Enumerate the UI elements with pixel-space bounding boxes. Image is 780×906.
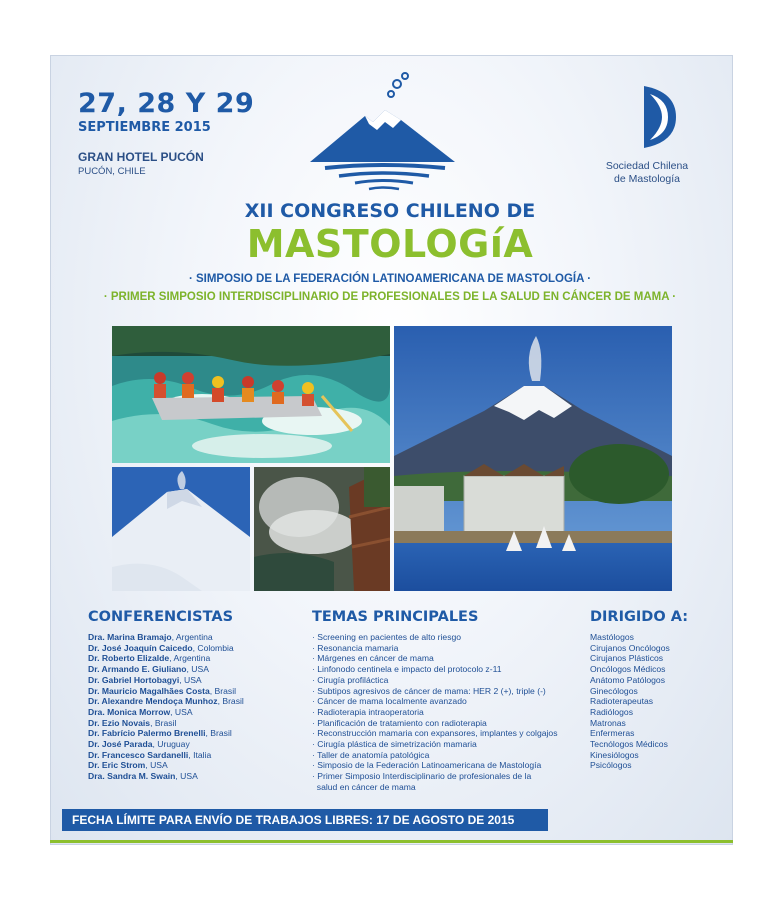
list-item <box>88 718 244 729</box>
list-item <box>88 653 244 664</box>
speakers-heading: CONFERENCISTAS <box>88 609 234 625</box>
list-item <box>88 686 244 697</box>
symposium-subtitle-1: · SIMPOSIO DE LA FEDERACIÓN LATINOAMERICANA DE MASTOLOGÍA · <box>188 273 592 285</box>
list-item: · Radioterapia intraoperatoria <box>312 706 424 717</box>
speaker-name: Dr. Mauricio Magalhães Costa <box>88 685 210 696</box>
volcano-logo-icon <box>305 70 460 192</box>
congress-title-line2: MASTOLOGíA <box>246 222 534 266</box>
list-item: Ginecólogos <box>590 685 638 696</box>
speaker-country: , Brasil <box>217 696 244 707</box>
event-city: PUCÓN, CHILE <box>78 166 146 177</box>
snowy-volcano-photo <box>112 467 250 591</box>
speaker-name: Dr. José Joaquín Caicedo <box>88 642 193 653</box>
list-item: · Linfonodo centinela e impacto del protocolo z-11 <box>312 664 502 675</box>
speaker-name: Dr. Armando E. Giuliano <box>88 664 187 675</box>
speaker-name: Dra. Marina Bramajo <box>88 632 172 642</box>
society-logo-icon <box>640 84 678 150</box>
society-name-line1: Sociedad Chilena <box>605 160 689 172</box>
speaker-country: , Brasil <box>209 685 237 696</box>
event-venue: GRAN HOTEL PUCÓN <box>78 150 204 164</box>
speaker-name: Dr. Ezio Novais <box>88 717 151 728</box>
speaker-country: , Colombia <box>192 642 234 653</box>
speaker-name: Dr. Alexandre Mendoça Munhoz <box>88 696 218 707</box>
list-item: · Primer Simposio Interdisciplinario de profesionales de la <box>312 771 532 782</box>
list-item <box>88 771 244 782</box>
list-item: Radiólogos <box>590 706 633 717</box>
symposium-subtitle-2: · PRIMER SIMPOSIO INTERDISCIPLINARIO DE PROFESIONALES DE LA SALUD EN CÁNCER DE MAMA · <box>103 291 677 303</box>
footer-divider <box>50 840 733 843</box>
speaker-name: Dr. Fabrício Palermo Brenelli <box>88 728 206 739</box>
list-item <box>88 675 244 686</box>
list-item: · Cirugía plástica de simetrización mamaria <box>312 739 477 750</box>
event-dates: 27, 28 Y 29 <box>78 88 255 119</box>
list-item <box>88 750 244 761</box>
list-item: · Reconstrucción mamaria con expansores, implantes y colgajos <box>312 728 558 739</box>
audience-list <box>590 632 670 771</box>
list-item <box>88 739 244 750</box>
list-item: · Subtipos agresivos de cáncer de mama: HER 2 (+), triple (-) <box>312 685 546 696</box>
list-item: Psicólogos <box>590 760 632 771</box>
rafting-photo <box>112 326 390 463</box>
speaker-country: , USA <box>170 706 193 717</box>
list-item <box>88 696 244 707</box>
list-item <box>88 760 244 771</box>
list-item: · Taller de anatomía patológica <box>312 749 430 760</box>
speaker-name: Dra. Sandra M. Swain <box>88 771 176 782</box>
speaker-name: Dr. Roberto Elizalde <box>88 653 170 664</box>
list-item: Kinesiólogos <box>590 749 639 760</box>
list-item: Cirujanos Oncólogos <box>590 642 670 653</box>
speaker-country: , Argentina <box>169 653 211 664</box>
speaker-name: Dr. Gabriel Hortobagyi <box>88 674 180 685</box>
speaker-country: , Italia <box>188 749 212 760</box>
list-item: Mastólogos <box>590 632 634 642</box>
list-item: · Cáncer de mama localmente avanzado <box>312 696 467 707</box>
speaker-name: Dra. Monica Morrow <box>88 706 171 717</box>
list-item <box>88 707 244 718</box>
list-item: Oncólogos Médicos <box>590 664 666 675</box>
speaker-name: Dr. José Parada <box>88 739 153 750</box>
list-item: Enfermeras <box>590 728 635 739</box>
list-item: · Screening en pacientes de alto riesgo <box>312 632 462 642</box>
list-item: · Resonancia mamaria <box>312 642 399 653</box>
society-name <box>592 160 702 186</box>
speaker-name: Dr. Francesco Sardanelli <box>88 749 189 760</box>
list-item <box>88 728 244 739</box>
hot-springs-photo <box>254 467 390 591</box>
event-month: SEPTIEMBRE 2015 <box>78 120 211 135</box>
speaker-country: , USA <box>175 771 198 782</box>
speaker-country: , Brasil <box>205 728 232 739</box>
list-item: Cirujanos Plásticos <box>590 653 664 664</box>
list-item: · Cirugía profiláctica <box>312 674 389 685</box>
list-item <box>88 643 244 654</box>
speaker-country: , USA <box>179 674 202 685</box>
deadline-banner: FECHA LÍMITE PARA ENVÍO DE TRABAJOS LIBRES: 17 DE AGOSTO DE 2015 <box>62 809 548 831</box>
list-item <box>88 664 244 675</box>
list-item: Anátomo Patólogos <box>590 674 666 685</box>
speaker-name: Dr. Eric Strom <box>88 760 146 771</box>
audience-heading: DIRIGIDO A: <box>590 609 688 625</box>
speaker-country: , USA <box>145 760 168 771</box>
congress-title-line1: XII CONGRESO CHILENO DE <box>244 200 536 222</box>
speakers-list <box>88 632 244 782</box>
topics-list <box>312 632 558 793</box>
speaker-country: , Brasil <box>150 717 177 728</box>
speaker-country: , Uruguay <box>152 739 190 750</box>
list-item: · Simposio de la Federación Latinoamericana de Mastología <box>312 760 542 771</box>
list-item: · Planificación de tratamiento con radioterapia <box>312 717 487 728</box>
list-item: Radioterapeutas <box>590 696 654 707</box>
list-item: salud en cáncer de mama <box>312 781 416 792</box>
speaker-country: , Argentina <box>171 632 213 642</box>
list-item: · Márgenes en cáncer de mama <box>312 653 434 664</box>
speaker-country: , USA <box>186 664 209 675</box>
list-item <box>88 632 244 643</box>
list-item: Matronas <box>590 717 626 728</box>
villarrica-volcano-photo <box>394 326 672 591</box>
topics-heading: TEMAS PRINCIPALES <box>312 609 479 625</box>
list-item: Tecnólogos Médicos <box>590 739 668 750</box>
society-name-line2: de Mastología <box>614 173 680 185</box>
